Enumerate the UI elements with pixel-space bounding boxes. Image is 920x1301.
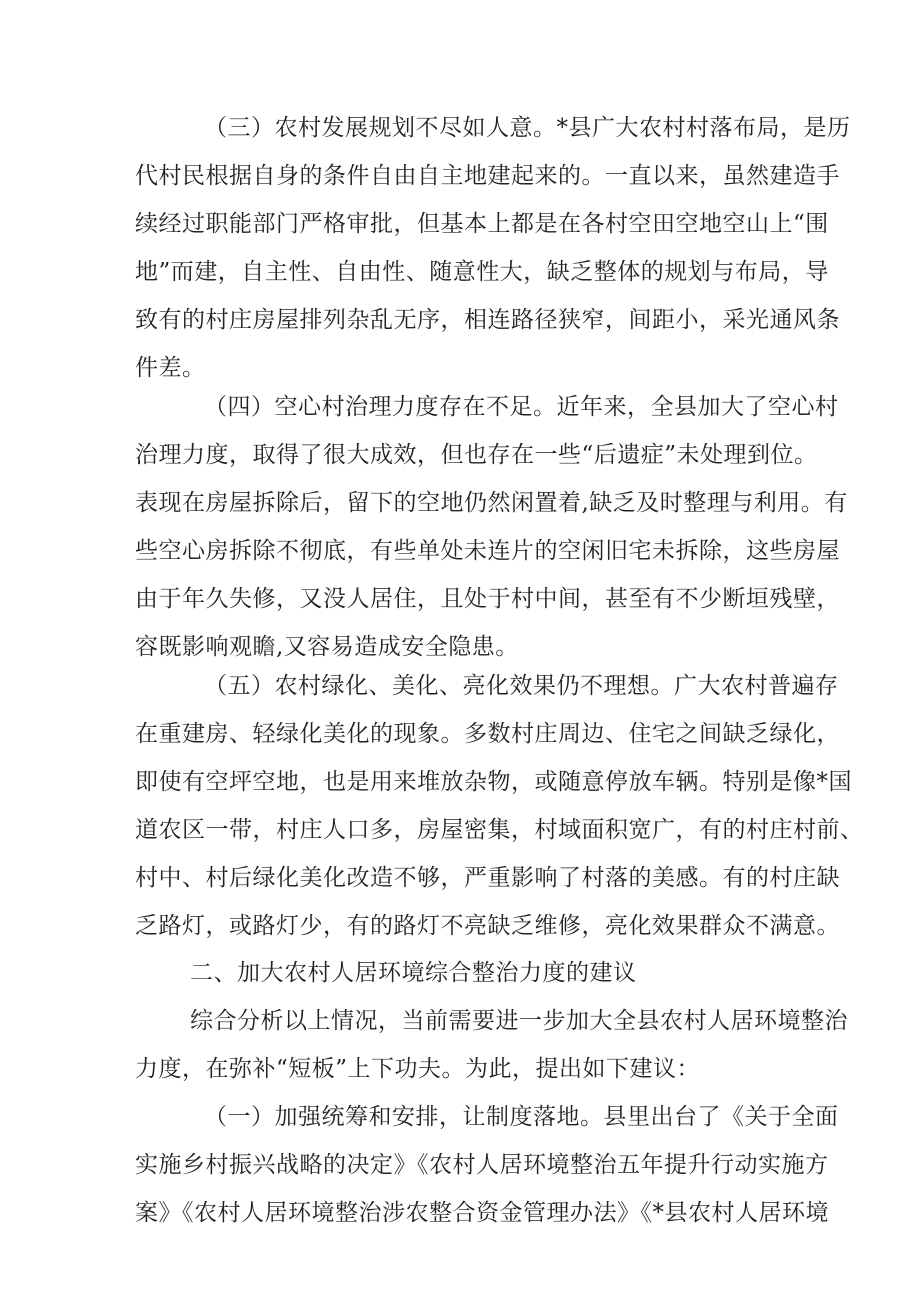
text-line: 案》《农村人居环境整治涉农整合资金管理办法》《*县农村人居环境 (135, 1200, 829, 1226)
text-line: 容既影响观瞻,又容易造成安全隐患。 (135, 634, 519, 660)
text-line: 即使有空坪空地，也是用来堆放杂物，或随意停放车辆。特别是像*国 (135, 769, 852, 795)
text-line: （一）加强统筹和安排，让制度落地。县里出台了《关于全面 (204, 1104, 839, 1130)
text-line: 实施乡村振兴战略的决定》《农村人居环境整治五年提升行动实施方 (135, 1152, 829, 1178)
section-heading: 二、加大农村人居环境综合整治力度的建议 (190, 960, 637, 986)
text-line: 村中、村后绿化美化改造不够，严重影响了村落的美感。有的村庄缺 (135, 865, 840, 891)
text-line: 综合分析以上情况，当前需要进一步加大全县农村人居环境整治 (190, 1008, 848, 1034)
text-line: 在重建房、轻绿化美化的现象。多数村庄周边、住宅之间缺乏绿化， (135, 721, 840, 747)
text-line: 治理力度，取得了很大成效，但也存在一些“后遗症”未处理到位。 (135, 442, 818, 468)
text-line: 乏路灯，或路灯少，有的路灯不亮缺乏维修，亮化效果群众不满意。 (135, 913, 840, 939)
text-line: 续经过职能部门严格审批，但基本上都是在各村空田空地空山上“围 (135, 211, 829, 237)
text-line: 表现在房屋拆除后，留下的空地仍然闲置着,缺乏及时整理与利用。有 (135, 490, 848, 516)
text-line: 地”而建，自主性、自由性、随意性大，缺乏整体的规划与布局，导 (135, 259, 829, 285)
text-line: 件差。 (135, 355, 206, 381)
text-line: 些空心房拆除不彻底，有些单处未连片的空闲旧宅未拆除，这些房屋 (135, 538, 840, 564)
text-line: （三）农村发展规划不尽如人意。*县广大农村村落布局，是历 (204, 115, 851, 141)
text-line: 代村民根据自身的条件自由自主地建起来的。一直以来，虽然建造手 (135, 163, 840, 189)
text-line: 致有的村庄房屋排列杂乱无序，相连路径狭窄，间距小，采光通风条 (135, 307, 840, 333)
text-line: 道农区一带，村庄人口多，房屋密集，村域面积宽广，有的村庄村前、 (135, 817, 864, 843)
text-line: 由于年久失修，又没人居住，且处于村中间，甚至有不少断垣残壁， (135, 586, 840, 612)
text-line: （四）空心村治理力度存在不足。近年来，全县加大了空心村 (204, 394, 839, 420)
text-line: 力度，在弥补“短板”上下功夫。为此，提出如下建议： (135, 1056, 701, 1082)
text-line: （五）农村绿化、美化、亮化效果仍不理想。广大农村普遍存 (204, 673, 839, 699)
